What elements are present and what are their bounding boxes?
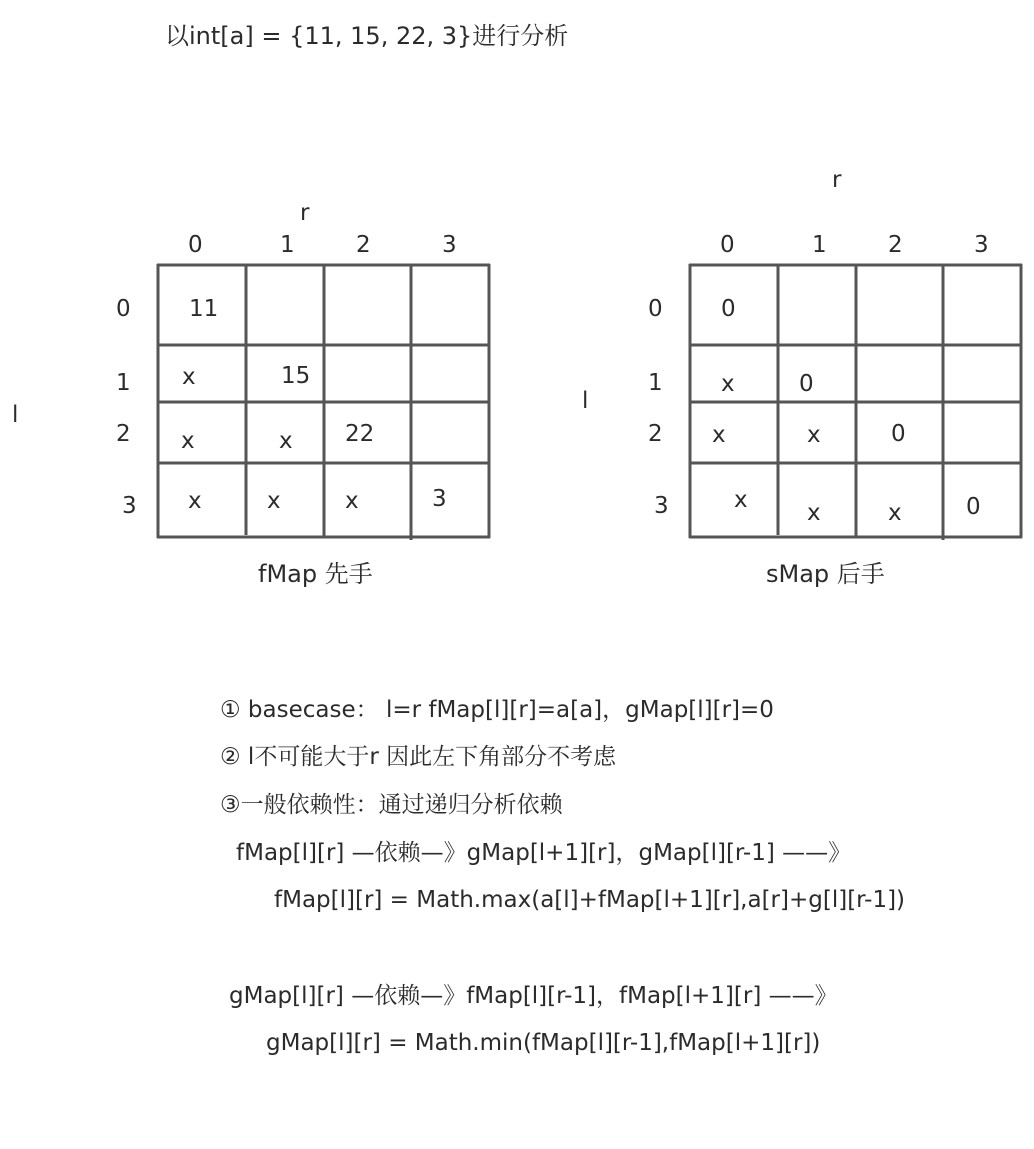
smap-cell: 0	[721, 296, 736, 322]
smap-row-header: 1	[648, 370, 663, 396]
smap-col-header: 0	[720, 232, 735, 258]
note-fmap-formula: fMap[l][r] = Math.max(a[l]+fMap[l+1][r],a[r]+g[l][r-1])	[274, 887, 906, 913]
fmap-cell: x	[345, 488, 359, 514]
fmap-cell: x	[279, 428, 293, 454]
note-fmap-dependency: fMap[l][r] —依赖—》gMap[l+1][r]，gMap[l][r-1] ——》	[236, 840, 852, 866]
fmap-caption: fMap 先手	[258, 560, 373, 588]
fmap-col-header: 2	[356, 232, 371, 258]
fmap-col-header: 0	[188, 232, 203, 258]
smap-cell: 0	[891, 421, 906, 447]
fmap-col-header: 1	[280, 232, 295, 258]
smap-cell: x	[712, 422, 726, 448]
fmap-cell: x	[181, 428, 195, 454]
fmap-r-axis-label: r	[300, 200, 310, 226]
smap-cell: x	[888, 500, 902, 526]
smap-row-header: 0	[648, 296, 663, 322]
smap-cell: x	[734, 487, 748, 513]
smap-l-axis-label: l	[582, 388, 589, 414]
fmap-cell: 11	[189, 296, 219, 322]
note-lower-left: ② l不可能大于r 因此左下角部分不考虑	[220, 744, 617, 770]
fmap-row-header: 0	[116, 296, 131, 322]
note-basecase: ① basecase： l=r fMap[l][r]=a[a]，gMap[l][r]=0	[220, 697, 774, 723]
fmap-cell: x	[182, 364, 196, 390]
smap-cell: x	[721, 371, 735, 397]
fmap-cell: 3	[432, 486, 447, 512]
fmap-col-header: 3	[442, 232, 457, 258]
page-title: 以int[a] = {11, 15, 22, 3}进行分析	[165, 22, 569, 50]
fmap-cell: x	[188, 488, 202, 514]
smap-row-header: 2	[648, 421, 663, 447]
smap-cell: 0	[799, 371, 814, 397]
smap-col-header: 3	[974, 232, 989, 258]
fmap-cell: 15	[281, 363, 311, 389]
smap-cell: x	[807, 500, 821, 526]
fmap-cell: x	[267, 488, 281, 514]
smap-caption: sMap 后手	[766, 560, 885, 588]
fmap-l-axis-label: l	[12, 402, 19, 428]
smap-cell: x	[807, 422, 821, 448]
smap-row-header: 3	[654, 493, 669, 519]
note-gmap-dependency: gMap[l][r] —依赖—》fMap[l][r-1]，fMap[l+1][r] ——》	[229, 983, 838, 1009]
fmap-row-header: 2	[116, 421, 131, 447]
fmap-row-header: 1	[116, 370, 131, 396]
smap-col-header: 1	[812, 232, 827, 258]
note-gmap-formula: gMap[l][r] = Math.min(fMap[l][r-1],fMap[l+1][r])	[266, 1030, 821, 1056]
fmap-row-header: 3	[122, 493, 137, 519]
smap-r-axis-label: r	[832, 167, 842, 193]
note-dependency: ③一般依赖性：通过递归分析依赖	[220, 792, 563, 818]
smap-cell: 0	[966, 494, 981, 520]
smap-col-header: 2	[888, 232, 903, 258]
fmap-cell: 22	[345, 421, 375, 447]
